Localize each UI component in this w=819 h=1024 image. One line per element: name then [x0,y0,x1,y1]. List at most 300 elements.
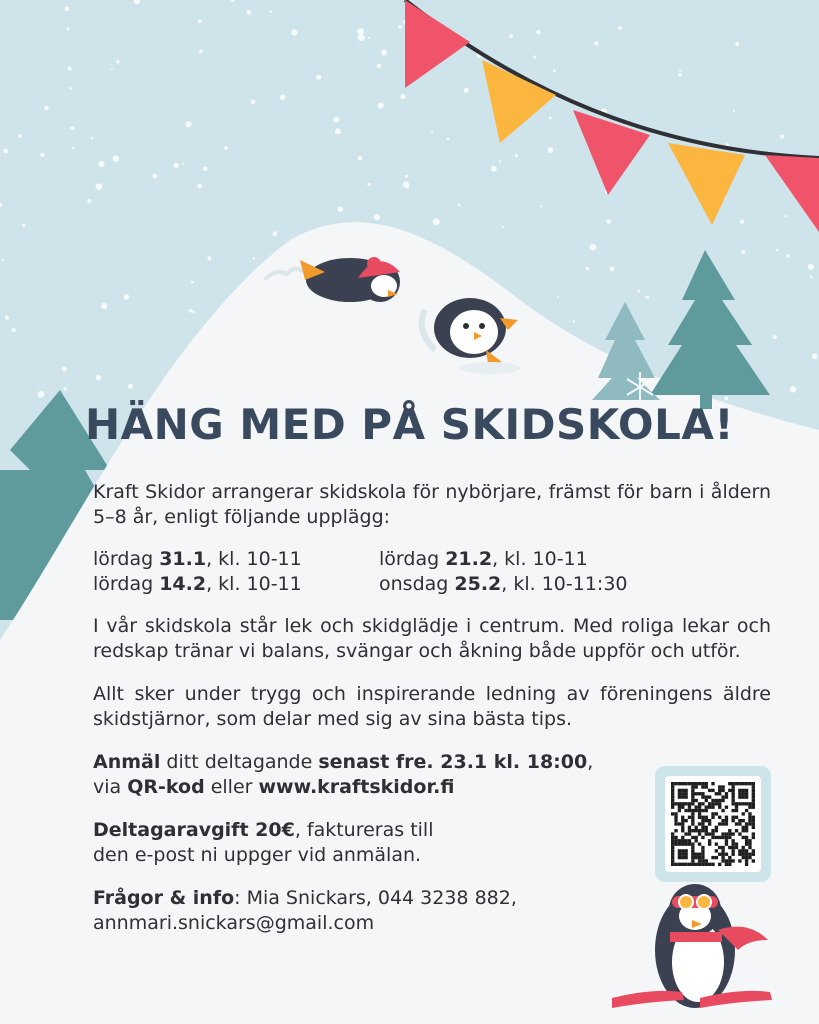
qr-module [731,846,734,849]
qr-module [752,789,755,792]
qr-module [711,806,714,809]
snowflake-dot [334,117,340,123]
qr-module [731,799,734,802]
qr-module [681,863,684,866]
qr-module [748,822,751,825]
snowflake-dot [182,163,184,165]
snowflake-dot [96,183,103,190]
qr-module [701,853,704,856]
qr-module [705,785,708,788]
qr-module [745,789,748,792]
qr-module [698,856,701,859]
snowflake-dot [153,174,158,179]
contact-email[interactable]: annmari.snickars@gmail.com [93,911,375,934]
qr-module [691,799,694,802]
qr-module [711,836,714,839]
snowflake-dot [280,95,286,101]
qr-module [695,863,698,866]
qr-module [731,802,734,805]
snowflake-dot [62,367,67,372]
snowflake-dot [618,26,622,30]
qr-code-icon[interactable] [665,776,761,872]
snowflake-dot [189,309,193,313]
qr-module [688,816,691,819]
qr-module [752,792,755,795]
qr-module [688,782,691,785]
qr-module [721,846,724,849]
qr-module [698,829,701,832]
qr-module [735,802,738,805]
snowflake-dot [491,166,497,172]
qr-module [725,795,728,798]
qr-module [738,789,741,792]
qr-module [691,842,694,845]
snowflake-dot [810,275,813,278]
qr-module [688,829,691,832]
qr-module [684,842,687,845]
qr-module [731,809,734,812]
qr-module [684,782,687,785]
qr-module [681,806,684,809]
snowflake-dot [447,137,450,140]
qr-module [681,819,684,822]
qr-module [711,789,714,792]
snowflake-dot [458,203,461,206]
qr-module [691,782,694,785]
qr-module [695,809,698,812]
qr-module [752,859,755,862]
qr-module [742,846,745,849]
qr-module [731,842,734,845]
qr-module [731,859,734,862]
qr-module [721,809,724,812]
snowflake-dot [735,42,739,46]
qr-module [718,836,721,839]
qr-module [681,822,684,825]
qr-module [688,826,691,829]
snowflake-dot [67,66,71,70]
qr-module [681,849,684,852]
snowflake-dot [358,156,363,161]
qr-module [728,859,731,862]
qr-module [671,836,674,839]
qr-module [745,792,748,795]
snowflake-dot [606,219,611,224]
qr-module [691,859,694,862]
snowflake-dot [65,7,70,12]
qr-module [728,782,731,785]
qr-module [678,782,681,785]
qr-module [725,863,728,866]
qr-module [731,853,734,856]
qr-module [715,836,718,839]
qr-module [681,795,684,798]
qr-module [715,812,718,815]
qr-module [711,799,714,802]
qr-module [684,802,687,805]
snowflake-dot [113,155,120,162]
qr-module [691,849,694,852]
qr-module [731,792,734,795]
qr-module [674,863,677,866]
snowflake-dot [224,146,228,150]
qr-module [721,799,724,802]
qr-module [688,842,691,845]
qr-module [731,785,734,788]
qr-module [735,816,738,819]
qr-module [738,822,741,825]
snowflake-dot [2,259,4,261]
qr-module [681,842,684,845]
qr-module [752,853,755,856]
date-item: lördag 21.2, kl. 10-11 [379,548,588,570]
qr-module [701,849,704,852]
qr-module [728,846,731,849]
qr-module [705,806,708,809]
qr-module [681,789,684,792]
snowflake-dot [773,335,777,339]
qr-module [721,859,724,862]
snowflake-dot [590,244,597,251]
snowflake-dot [207,256,211,260]
qr-module [715,826,718,829]
qr-module [715,842,718,845]
qr-module [725,832,728,835]
qr-module [748,819,751,822]
qr-module [745,859,748,862]
snowflake-dot [812,353,818,359]
qr-module [725,792,728,795]
qr-module [711,856,714,859]
date-item: onsdag 25.2, kl. 10-11:30 [379,572,628,595]
qr-module [745,839,748,842]
qr-module [701,822,704,825]
qr-module [718,789,721,792]
snowflake-dot [557,296,559,298]
snowflake-dot [198,20,202,24]
qr-module [742,826,745,829]
qr-module [671,792,674,795]
qr-module [691,802,694,805]
qr-module [701,816,704,819]
qr-module [711,782,714,785]
qr-module [684,795,687,798]
qr-module [701,792,704,795]
qr-module [738,782,741,785]
qr-module [701,836,704,839]
qr-module [705,819,708,822]
qr-module [691,822,694,825]
qr-module [678,863,681,866]
snowflake-dot [64,387,67,390]
qr-module [698,822,701,825]
qr-module [684,809,687,812]
qr-module [745,836,748,839]
snowflake-dot [515,154,518,157]
qr-module [674,836,677,839]
qr-module [752,782,755,785]
qr-module [731,839,734,842]
qr-module [745,849,748,852]
snowflake-dot [464,88,469,93]
qr-module [695,782,698,785]
qr-module [671,863,674,866]
snowflake-dot [44,106,48,110]
snowflake-dot [678,73,682,77]
qr-module [745,802,748,805]
snowflake-dot [273,231,278,236]
qr-module [752,795,755,798]
snowflake-dot [40,153,44,157]
qr-module [708,832,711,835]
qr-module [684,792,687,795]
snowflake-dot [726,143,729,146]
qr-module [705,863,708,866]
qr-module [691,795,694,798]
qr-module [748,839,751,842]
qr-module [731,816,734,819]
qr-module [731,819,734,822]
leadership-text: Allt sker under trygg och inspirerande ledning av föreningens äldre skidstjärnor, som delar med sig av sina bästa tips. [93,683,771,730]
qr-module [695,853,698,856]
snowflake-dot [433,218,440,225]
qr-module [691,829,694,832]
qr-module [671,859,674,862]
qr-module [708,806,711,809]
qr-module [678,792,681,795]
snowflake-dot [69,87,72,90]
qr-module [742,849,745,852]
snowflake-dot [199,50,203,54]
qr-module [674,839,677,842]
qr-module [748,846,751,849]
qr-module [752,826,755,829]
qr-module [721,832,724,835]
snowflake-dot [66,27,69,30]
qr-module [695,792,698,795]
qr-module [688,863,691,866]
snowflake-dot [174,163,179,168]
qr-code-link: QR-kod [127,775,205,798]
snowflake-dot [203,167,208,172]
qr-module [735,846,738,849]
qr-module [742,856,745,859]
snowflake-dot [594,41,598,45]
qr-module [718,822,721,825]
qr-module [728,856,731,859]
qr-module [708,839,711,842]
snowflake-dot [405,184,410,189]
qr-module [674,812,677,815]
qr-module [718,799,721,802]
fee-text: Deltagaravgift 20€, faktureras till den e-post ni uppger vid anmälan. [93,819,434,866]
qr-module [725,853,728,856]
qr-module [681,856,684,859]
qr-module [752,819,755,822]
qr-module [742,853,745,856]
qr-module [731,782,734,785]
qr-module [742,789,745,792]
qr-module [705,809,708,812]
qr-module [705,799,708,802]
qr-module [678,842,681,845]
qr-module [718,792,721,795]
qr-module [701,819,704,822]
snowflake-dot [533,56,536,59]
qr-module [671,812,674,815]
qr-module [745,809,748,812]
qr-module [748,816,751,819]
qr-module [735,842,738,845]
snowflake-dot [251,100,256,105]
qr-module [718,846,721,849]
qr-module [735,782,738,785]
qr-module [671,853,674,856]
snowflake-dot [124,294,129,299]
qr-module [738,819,741,822]
qr-module [701,802,704,805]
qr-module [711,802,714,805]
qr-module [695,826,698,829]
snowflake-dot [335,128,341,134]
qr-module [745,826,748,829]
qr-module [752,849,755,852]
contact-text: Frågor & info: Mia Snickars, 044 3238 882, annmari.snickars@gmail.com [93,887,517,934]
qr-module [698,812,701,815]
qr-module [671,782,674,785]
qr-module [752,832,755,835]
qr-module [698,816,701,819]
snowflake-dot [128,384,133,389]
qr-module [698,809,701,812]
qr-module [752,822,755,825]
qr-module [708,802,711,805]
qr-code-frame[interactable] [655,766,771,882]
qr-module [691,846,694,849]
qr-module [742,819,745,822]
qr-module [681,782,684,785]
snowflake-dot [12,328,16,332]
qr-module [721,785,724,788]
date-item: lördag 31.1, kl. 10-11 [93,548,302,570]
qr-module [721,856,724,859]
snowflake-dot [790,386,796,392]
qr-module [695,829,698,832]
qr-module [681,826,684,829]
qr-module [684,832,687,835]
qr-module [745,863,748,866]
qr-module [725,819,728,822]
qr-module [752,799,755,802]
snowflake-dot [377,64,381,68]
qr-module [731,832,734,835]
snowflake-dot [431,131,433,133]
qr-module [674,782,677,785]
qr-module [688,809,691,812]
snowflake-dot [786,254,790,258]
qr-module [691,809,694,812]
snowflake-dot [741,250,745,254]
qr-module [742,829,745,832]
qr-module [752,785,755,788]
qr-module [698,859,701,862]
qr-module [728,789,731,792]
snowflake-dot [553,69,556,72]
qr-module [731,789,734,792]
qr-module [742,792,745,795]
qr-module [715,829,718,832]
qr-module [711,863,714,866]
snowflake-dot [378,103,384,109]
qr-module [738,832,741,835]
qr-module [701,785,704,788]
snowflake-dot [111,68,113,70]
qr-module [678,806,681,809]
qr-module [674,802,677,805]
qr-module [698,782,701,785]
qr-module [678,849,681,852]
qr-module [752,816,755,819]
qr-module [681,816,684,819]
qr-module [695,806,698,809]
snowflake-dot [253,257,255,259]
qr-module [752,806,755,809]
qr-module [691,853,694,856]
qr-module [671,799,674,802]
qr-module [705,832,708,835]
snowflake-dot [586,267,589,270]
qr-module [681,853,684,856]
qr-module [742,802,745,805]
qr-module [718,816,721,819]
website-link[interactable]: www.kraftskidor.fi [258,775,455,798]
qr-module [725,822,728,825]
qr-module [715,799,718,802]
snowflake-dot [405,175,408,178]
qr-module [691,863,694,866]
qr-module [708,842,711,845]
qr-module [671,806,674,809]
qr-module [701,795,704,798]
snowflake-dot [116,60,120,64]
qr-module [678,856,681,859]
qr-module [688,802,691,805]
qr-module [705,826,708,829]
qr-module [718,802,721,805]
qr-module [748,853,751,856]
qr-module [681,839,684,842]
qr-module [688,806,691,809]
snowflake-dot [98,161,104,167]
qr-module [738,795,741,798]
qr-module [671,842,674,845]
snowflake-dot [96,375,101,380]
qr-module [718,806,721,809]
qr-module [708,795,711,798]
qr-module [671,795,674,798]
qr-module [684,856,687,859]
snowflake-dot [400,94,405,99]
snowflake-dot [101,303,107,309]
qr-module [725,816,728,819]
qr-module [742,836,745,839]
snowflake-dot [740,220,744,224]
qr-module [701,809,704,812]
qr-module [721,822,724,825]
qr-module [671,789,674,792]
qr-module [701,782,704,785]
snowflake-dot [5,316,9,320]
